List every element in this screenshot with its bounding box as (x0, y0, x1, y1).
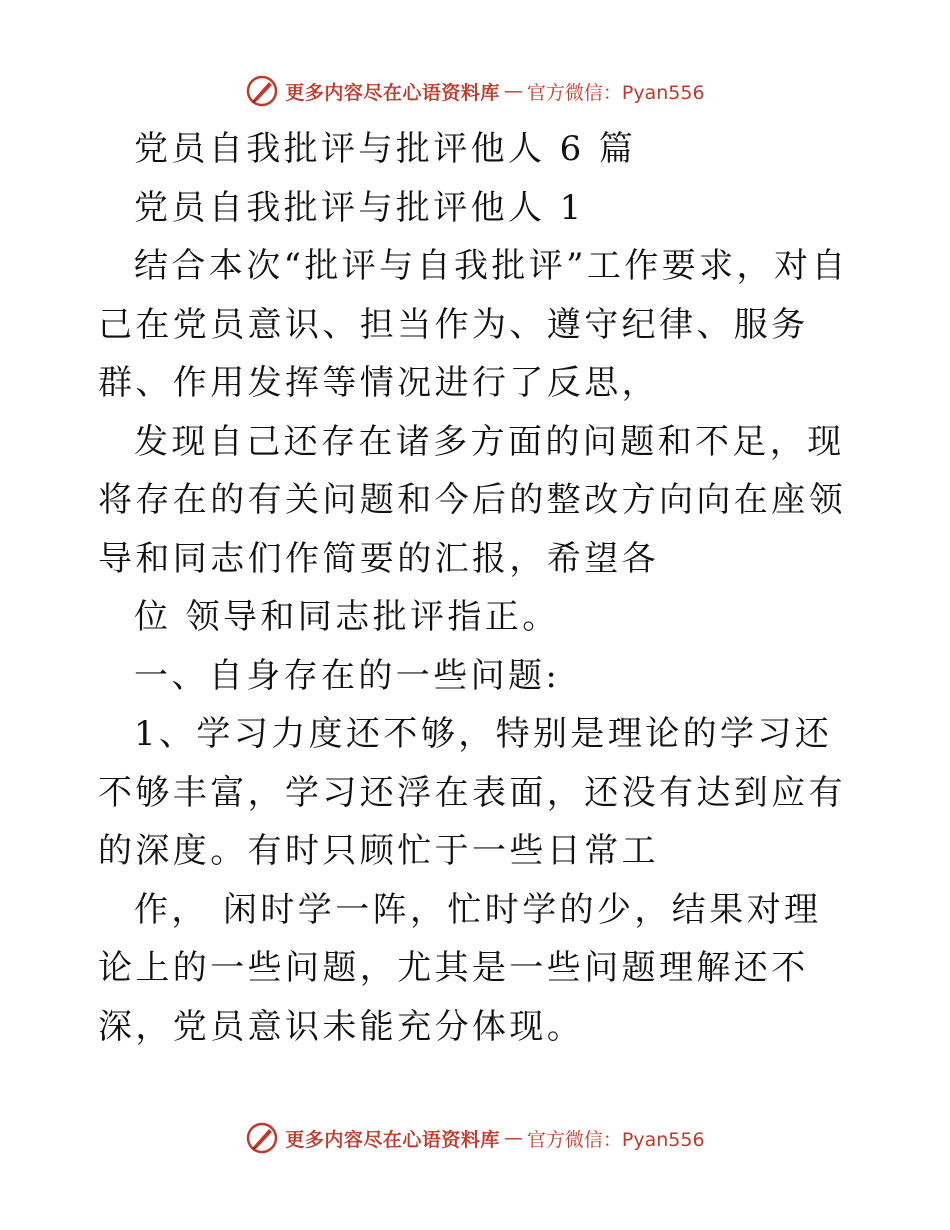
paragraph: 位 领导和同志批评指正。 (134, 597, 560, 637)
watermark-footer (0, 1118, 950, 1158)
document-subtitle: 党员自我批评与批评他人 1 (134, 187, 585, 228)
watermark-contact: 官方微信：Pyan556 (526, 81, 705, 104)
watermark-separator: — (503, 1127, 523, 1149)
section-heading: 一、自身存在的一些问题: (134, 655, 561, 696)
watermark-header (0, 71, 950, 111)
paragraph: 1、学习力度还不够，特别是理论的学习还不够丰富，学习还浮在表面，还没有达到应有的深度。有时只顾忙于一些日常工 (98, 714, 846, 871)
paragraph: 作， 闲时学一阵，忙时学的少，结果对理论上的一些问题，尤其是一些问题理解还不深，党员意识未能充分体现。 (98, 889, 822, 1047)
paragraph: 结合本次“批评与自我批评”工作要求，对自己在党员意识、担当作为、遵守纪律、服务群、作用发挥等情况进行了反思， (98, 246, 849, 403)
watermark-brand: 更多内容尽在心语资料库 (285, 81, 500, 104)
quill-pen-icon (245, 74, 279, 108)
document-title: 党员自我批评与批评他人 6 篇 (134, 129, 637, 169)
watermark-separator: — (503, 80, 523, 102)
watermark-brand: 更多内容尽在心语资料库 (285, 1128, 500, 1151)
quill-pen-icon (245, 1121, 279, 1155)
watermark-contact: 官方微信：Pyan556 (526, 1128, 705, 1151)
document-body (98, 120, 858, 1056)
paragraph: 发现自己还存在诸多方面的问题和不足，现将存在的有关问题和今后的整改方向向在座领导和同志们作简要的汇报，希望各 (98, 421, 846, 579)
